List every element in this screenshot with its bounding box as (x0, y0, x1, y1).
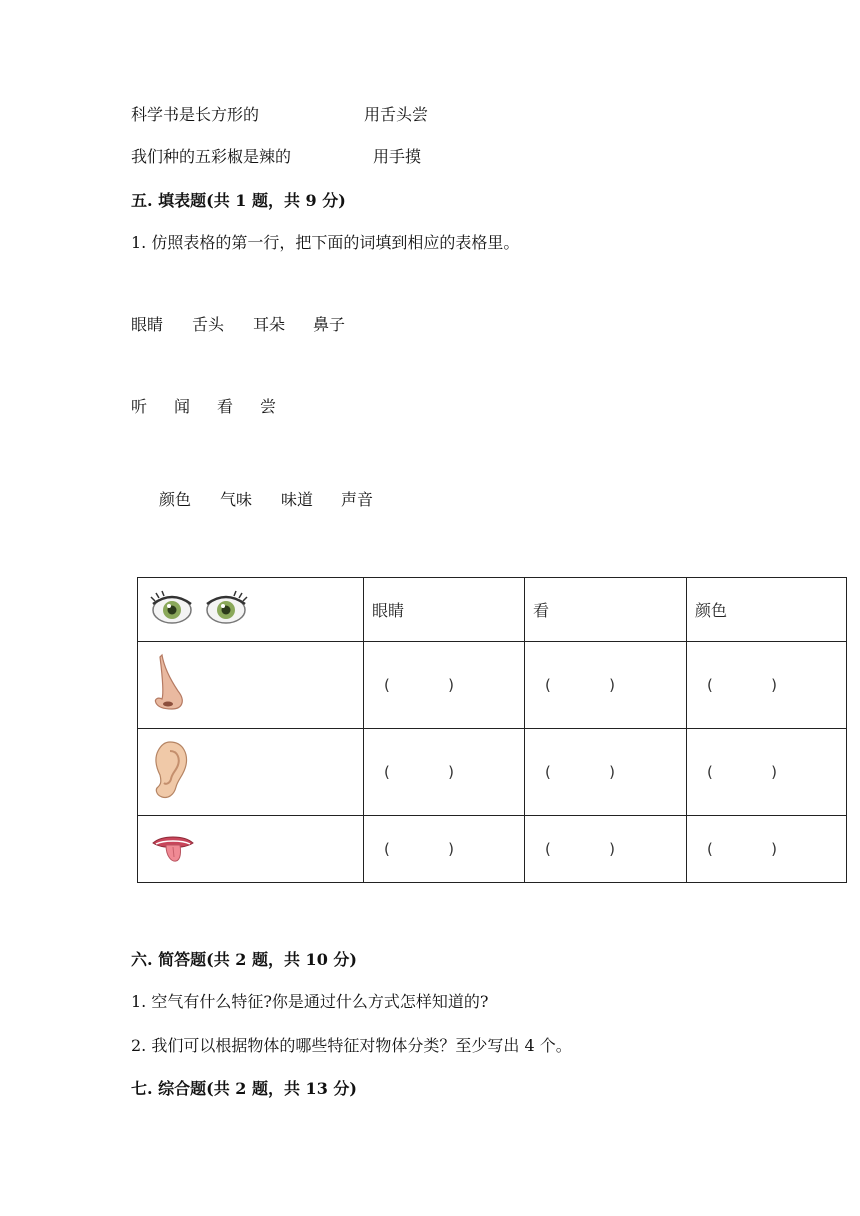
word-action-4: 尝 (260, 397, 277, 416)
matching-left-2: 我们种的五彩椒是辣的 (131, 147, 292, 166)
blank-cell[interactable]: ( ) (364, 642, 525, 729)
table-icon-cell (138, 578, 364, 642)
section-6-question-1: 1. 空气有什么特征?你是通过什么方式怎样知道的? (131, 992, 489, 1011)
table-icon-cell (138, 642, 364, 729)
table-row-tongue (138, 816, 847, 883)
blank-cell[interactable]: ( ) (364, 729, 525, 816)
table-header-action: 看 (525, 578, 687, 642)
section-6-title: 六. 简答题(共 2 题，共 10 分) (131, 950, 357, 969)
word-action-1: 听 (131, 397, 148, 416)
table-header-property: 颜色 (687, 578, 847, 642)
table-header-organ: 眼睛 (364, 578, 525, 642)
word-property-1: 颜色 (159, 490, 192, 509)
nose-icon (150, 653, 190, 713)
word-organ-4: 鼻子 (313, 315, 346, 334)
eyes-icon (150, 588, 250, 628)
word-property-4: 声音 (341, 490, 374, 509)
blank-cell[interactable]: ( ) (364, 816, 525, 883)
section-5-title: 五. 填表题(共 1 题，共 9 分) (131, 191, 346, 210)
matching-right-2: 用手摸 (373, 147, 422, 166)
word-action-2: 闻 (174, 397, 191, 416)
blank-cell[interactable]: ( ) (525, 642, 687, 729)
table-icon-cell (138, 816, 364, 883)
table-row-nose (138, 642, 847, 729)
section-5-question-1: 1. 仿照表格的第一行，把下面的词填到相应的表格里。 (131, 233, 520, 252)
blank-cell[interactable]: ( ) (687, 816, 847, 883)
word-organ-2: 舌头 (192, 315, 225, 334)
section-7-title: 七. 综合题(共 2 题，共 13 分) (131, 1079, 357, 1098)
fill-table (137, 577, 847, 883)
blank-cell[interactable]: ( ) (525, 729, 687, 816)
word-organ-3: 耳朵 (253, 315, 286, 334)
word-organ-1: 眼睛 (131, 315, 164, 334)
blank-cell[interactable]: ( ) (687, 729, 847, 816)
word-property-2: 气味 (220, 490, 253, 509)
blank-cell[interactable]: ( ) (525, 816, 687, 883)
table-icon-cell (138, 729, 364, 816)
matching-right-1: 用舌头尝 (364, 105, 429, 124)
table-row-eyes (138, 578, 847, 642)
table-row-ear (138, 729, 847, 816)
ear-icon (150, 739, 190, 801)
word-property-3: 味道 (281, 490, 314, 509)
section-6-question-2: 2. 我们可以根据物体的哪些特征对物体分类？至少写出 4 个。 (131, 1036, 572, 1055)
matching-left-1: 科学书是长方形的 (131, 105, 260, 124)
word-action-3: 看 (217, 397, 234, 416)
blank-cell[interactable]: ( ) (687, 642, 847, 729)
mouth-tongue-icon (150, 829, 196, 865)
